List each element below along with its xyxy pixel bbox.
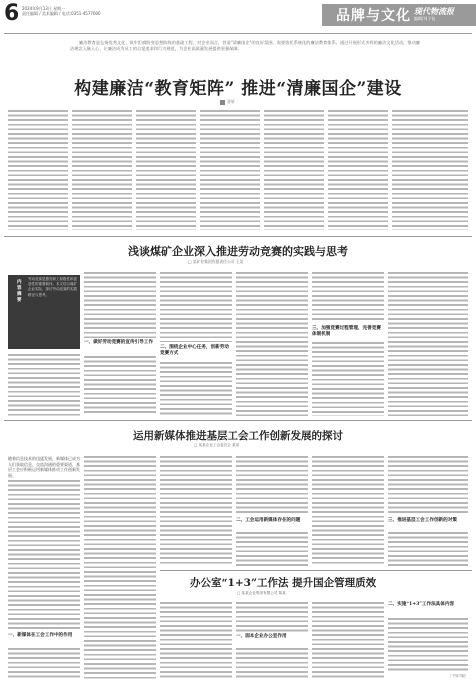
- article3-column: [8, 648, 80, 680]
- article3-column: [8, 480, 80, 630]
- article3-column: [84, 456, 156, 680]
- article2-column: [312, 272, 384, 322]
- editor-line: 责任编辑 / 美术编辑 / 电话:0351-4577000: [22, 11, 101, 16]
- article3-subhead: 二、工会运用新媒体存在的问题: [236, 518, 301, 523]
- article1-lead: 廉洁教育是弘扬优秀文化、筑牢拒腐防变思想防线的基础工程。对企业而言，营造"清廉国企"的良好氛围，需要依托系统化的廉洁教育体系。通过开展形式多样的廉洁文化活动，推动廉洁理念入脑入心，让廉洁成为员工的自觉追求和行为规范，为企业高质量发展提供坚强保障。: [70, 40, 420, 52]
- article3-column: [236, 532, 308, 566]
- article4-subhead: 一、固本企业办公室作用: [236, 634, 287, 639]
- article1-column: [8, 110, 68, 230]
- article3-subhead: 三、推进基层工会工作创新的对策: [388, 518, 457, 523]
- section-title: 品牌与文化: [336, 8, 411, 24]
- masthead: [0, 0, 476, 34]
- section-editor: 编辑/刘子钰: [414, 16, 436, 21]
- article3-subhead: 一、新媒体在工会工作中的作用: [8, 633, 73, 638]
- article2-column: [160, 272, 232, 342]
- article4-byline: □ 某某企业集团有限公司 陈某: [237, 591, 286, 595]
- article4-column: [312, 602, 384, 680]
- article4-title: 办公室“1+3”工作法 提升国企管理质效: [190, 577, 377, 589]
- article1-column: [200, 110, 260, 230]
- article2-column: [84, 272, 156, 338]
- publication-date: 2024年9月13日 星期一: [22, 6, 66, 11]
- article3-title: 运用新媒体推进基层工会工作创新发展的探讨: [133, 430, 343, 442]
- article2-subhead: 三、加强竞赛过程管理，完善竞赛体制机制: [312, 326, 381, 338]
- date-line: [22, 6, 101, 16]
- article2-subhead: 一、做好劳动竞赛的宣传引导工作: [84, 340, 153, 345]
- article2-byline: □ 某矿业集团有限责任公司 王某: [188, 259, 244, 264]
- article2-column: [84, 356, 156, 416]
- article2-column: [388, 272, 468, 416]
- article2-title: 浅谈煤矿企业深入推进劳动竞赛的实践与思考: [128, 245, 348, 258]
- article4-column: [236, 602, 308, 632]
- article1-column: [136, 110, 196, 230]
- article1-column: [72, 110, 132, 230]
- article3-byline: □ 某某企业工会委员会 某某: [194, 443, 240, 447]
- article3-column: [236, 456, 308, 516]
- article2-column: [236, 272, 308, 416]
- article1-byline: 晋轩: [220, 99, 235, 105]
- abstract-text: 劳动竞赛是激发职工积极性和创造性的重要载体。本文结合煤矿企业实际，探讨劳动竞赛的实践路径与思考。: [28, 277, 77, 297]
- article3-column: [160, 456, 232, 566]
- continued-note: （下转7版）: [448, 674, 469, 678]
- newspaper-name: 现代物流报: [414, 6, 454, 16]
- masthead-divider: [4, 33, 472, 34]
- article3-column: [312, 456, 384, 566]
- article2-column: [160, 362, 232, 416]
- article1-column: [328, 110, 388, 230]
- phone-number: 0351-4577000: [71, 11, 101, 16]
- author-icon: [220, 100, 225, 105]
- article-divider: [4, 236, 472, 237]
- abstract-label: 内容摘要: [17, 280, 22, 303]
- article3-column: [388, 532, 468, 566]
- article2-subhead: 二、围绕企业中心任务，创新劳动竞赛方式: [160, 345, 229, 357]
- article-divider: [160, 570, 472, 571]
- article3-intro: 随着信息技术的迅猛发展，新媒体已成为人们获取信息、交流沟通的重要渠道，基层工会应积极运用新媒体推动工作创新发展。: [8, 456, 80, 478]
- article2-column: [8, 354, 80, 416]
- article4-column: [236, 648, 308, 680]
- article4-column: [160, 602, 232, 680]
- article1-title: 构建廉洁“教育矩阵” 推进“清廉国企”建设: [74, 79, 402, 99]
- article4-subhead: 二、实施“1+3”工作法具体内容: [388, 602, 455, 607]
- article2-column: [312, 342, 384, 416]
- article3-column: [388, 456, 468, 516]
- article1-column: [392, 110, 468, 230]
- page-number: 6: [4, 1, 20, 26]
- article1-column: [264, 110, 324, 230]
- article-divider: [4, 420, 472, 421]
- article4-column: [388, 618, 468, 672]
